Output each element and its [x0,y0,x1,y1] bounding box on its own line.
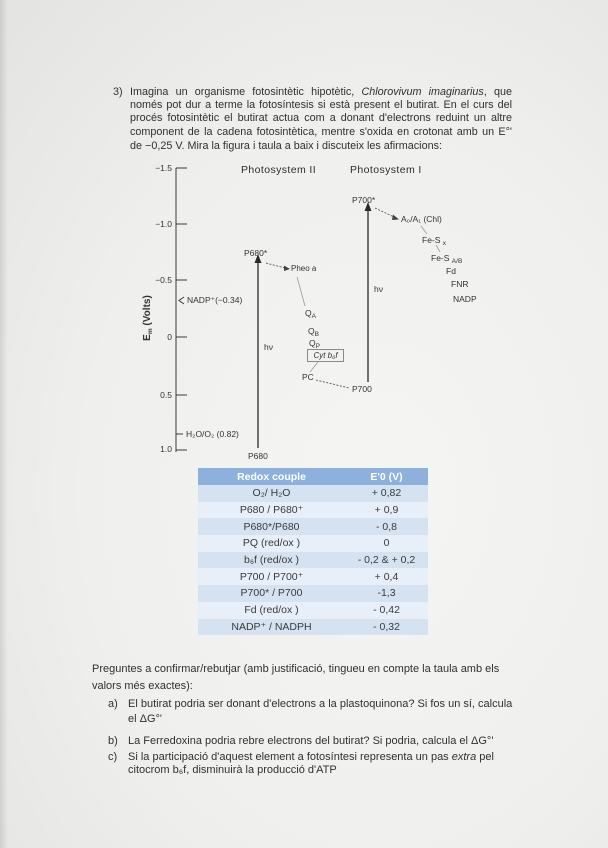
cyt-b6f-box: Cyt b₆f [307,349,344,362]
a0-to-fesx-connector [421,226,427,234]
qp-main: Q [309,338,316,348]
qa-label [305,308,316,322]
question-b-line-1: La Ferredoxina podria rebre electrons del butirat? Si podria, calcula el ΔG°' [128,735,494,747]
qb-sub: B [314,331,319,338]
fes-ab-sub: A/B [451,258,463,265]
potential-cell: - 0,8 [345,518,428,535]
qb-main: Q [308,326,315,336]
table-row [198,502,428,519]
y-tick-label: 1.0 [160,444,172,454]
y-tick-label: −1.0 [155,219,172,229]
question-number: 3) [113,86,123,98]
nadp-label: NADP [453,294,477,304]
pc-label: PC [302,372,314,382]
y-axis-subscript: m [147,328,154,335]
table-row [198,535,428,552]
hv-psii-label: hν [264,342,273,352]
qa-main: Q [305,308,312,318]
p700-label: P700 [352,384,372,394]
questions-intro-line-2: valors més exactes): [92,680,193,692]
table-row [198,552,428,569]
question-a-line-1: El butirat podria ser donant d'electrons a la plastoquinona? Si fos un sí, calcula [128,698,513,710]
a0-arrowhead [392,215,399,221]
redox-couple-cell: Fd (red/ox ) [198,602,345,619]
question-line-1-start: Imagina un organisme fotosintètic hipotètic, [130,86,362,98]
redox-couple-cell: P680*/P680 [198,518,345,535]
y-tick-label: 0.5 [160,390,172,400]
redox-couple-cell: NADP⁺ / NADPH [198,619,345,636]
potential-cell: - 0,42 [345,602,428,619]
table-row [198,602,428,619]
pheo-label: Pheo a [291,264,317,273]
table-row [198,485,428,502]
redox-couple-cell: P700 / P700⁺ [198,568,345,585]
redox-couple-cell: b₆f (red/ox ) [198,552,345,569]
cyt-to-pc-connector [310,362,318,372]
fnr-label: FNR [451,279,469,289]
photosystem-i-heading: Photosystem I [350,164,422,176]
y-axis-symbol: E [142,334,153,341]
table-row [198,619,428,636]
qa-sub: A [311,313,316,320]
hv-psi-label: hν [374,284,383,294]
redox-table [198,468,428,635]
question-line-4: component de la cadena fotosintètica, mentre s'oxida en crotonat amb un E°' [130,126,512,138]
y-tick-label: −0.5 [155,275,172,285]
question-line-3: procés fotosintètic el butirat actua com a donant d'electrons reduint un altre [130,112,512,124]
p700-excited-label: P700* [352,195,376,205]
p680-label: P680 [248,451,268,461]
potential-cell: + 0,82 [345,485,428,502]
redox-couple-cell: O₂/ H₂O [198,485,345,502]
question-c-line-1-end: pel [476,751,494,763]
questions-intro-line-1: Preguntes a confirmar/rebutjar (amb justificació, tingueu en compte la taula amb els [92,663,500,675]
question-line-1-end: , que [483,86,513,98]
nadp-marker [179,297,184,304]
fes-ab-label [431,253,462,267]
redox-couple-cell: P680 / P680⁺ [198,502,345,519]
fes-x-label [422,235,446,249]
potential-cell: 0 [345,535,428,552]
species-name: Chlorovivum imaginarius [361,86,484,98]
potential-cell: + 0,4 [345,568,428,585]
pheo-to-qa-connector [297,277,305,306]
photosystem-ii-heading: Photosystem II [241,164,317,176]
fd-label: Fd [446,266,456,276]
water-couple-label: H₂O/O₂ (0.82) [186,429,239,439]
column-header: E'0 (V) [345,468,428,485]
question-line-2: només pot dur a terme la fotosíntesis si està present el butirat. En el curs del [130,99,512,111]
potential-cell: - 0,32 [345,619,428,636]
y-axis-unit: (Volts) [142,295,153,329]
nadp-couple-label: NADP⁺(−0.34) [187,295,243,305]
p680-to-pheo-arrow [266,263,285,268]
table-row [198,585,428,602]
redox-couple-cell: P700* / P700 [198,585,345,602]
pheo-arrowhead [284,266,290,272]
redox-couple-cell: PQ (red/ox ) [198,535,345,552]
column-header: Redox couple [198,468,345,485]
y-axis-title [142,283,154,353]
question-line-5: de −0,25 V. Mira la figura i taula a baix i discuteix les afirmacions: [130,140,442,152]
p700-to-a0-arrow [375,208,394,217]
question-c-line-2: citocrom b₆f, disminuirà la producció d'ATP [128,764,337,776]
potential-cell: + 0,9 [345,502,428,519]
pc-to-p700-connector [316,380,349,388]
question-c-line-1-start: Si la participació d'aquest element a fotosíntesi representa un pas [128,751,452,763]
fes-ab-main: Fe-S [431,253,450,263]
question-c-label: c) [108,751,118,763]
question-a-label: a) [108,698,118,710]
y-tick-label: −1.5 [155,163,172,173]
table-row [198,568,428,585]
question-c-italic-word: extra [451,751,477,763]
potential-cell: - 0,2 & + 0,2 [345,552,428,569]
p680-excited-label: P680* [244,248,268,258]
question-b-label: b) [108,735,118,747]
fes-x-sub: x [442,240,447,247]
potential-cell: -1,3 [345,585,428,602]
question-a-line-2: el ΔG°' [128,713,163,725]
table-row [198,518,428,535]
question-c-line-1 [128,751,494,764]
fes-x-main: Fe-S [422,235,441,245]
table-header-row [198,468,428,485]
a0-a1-label: A₀/A₁ (Chl) [401,214,442,224]
qp-sub: P [315,343,320,350]
y-tick-label: 0 [167,332,172,342]
